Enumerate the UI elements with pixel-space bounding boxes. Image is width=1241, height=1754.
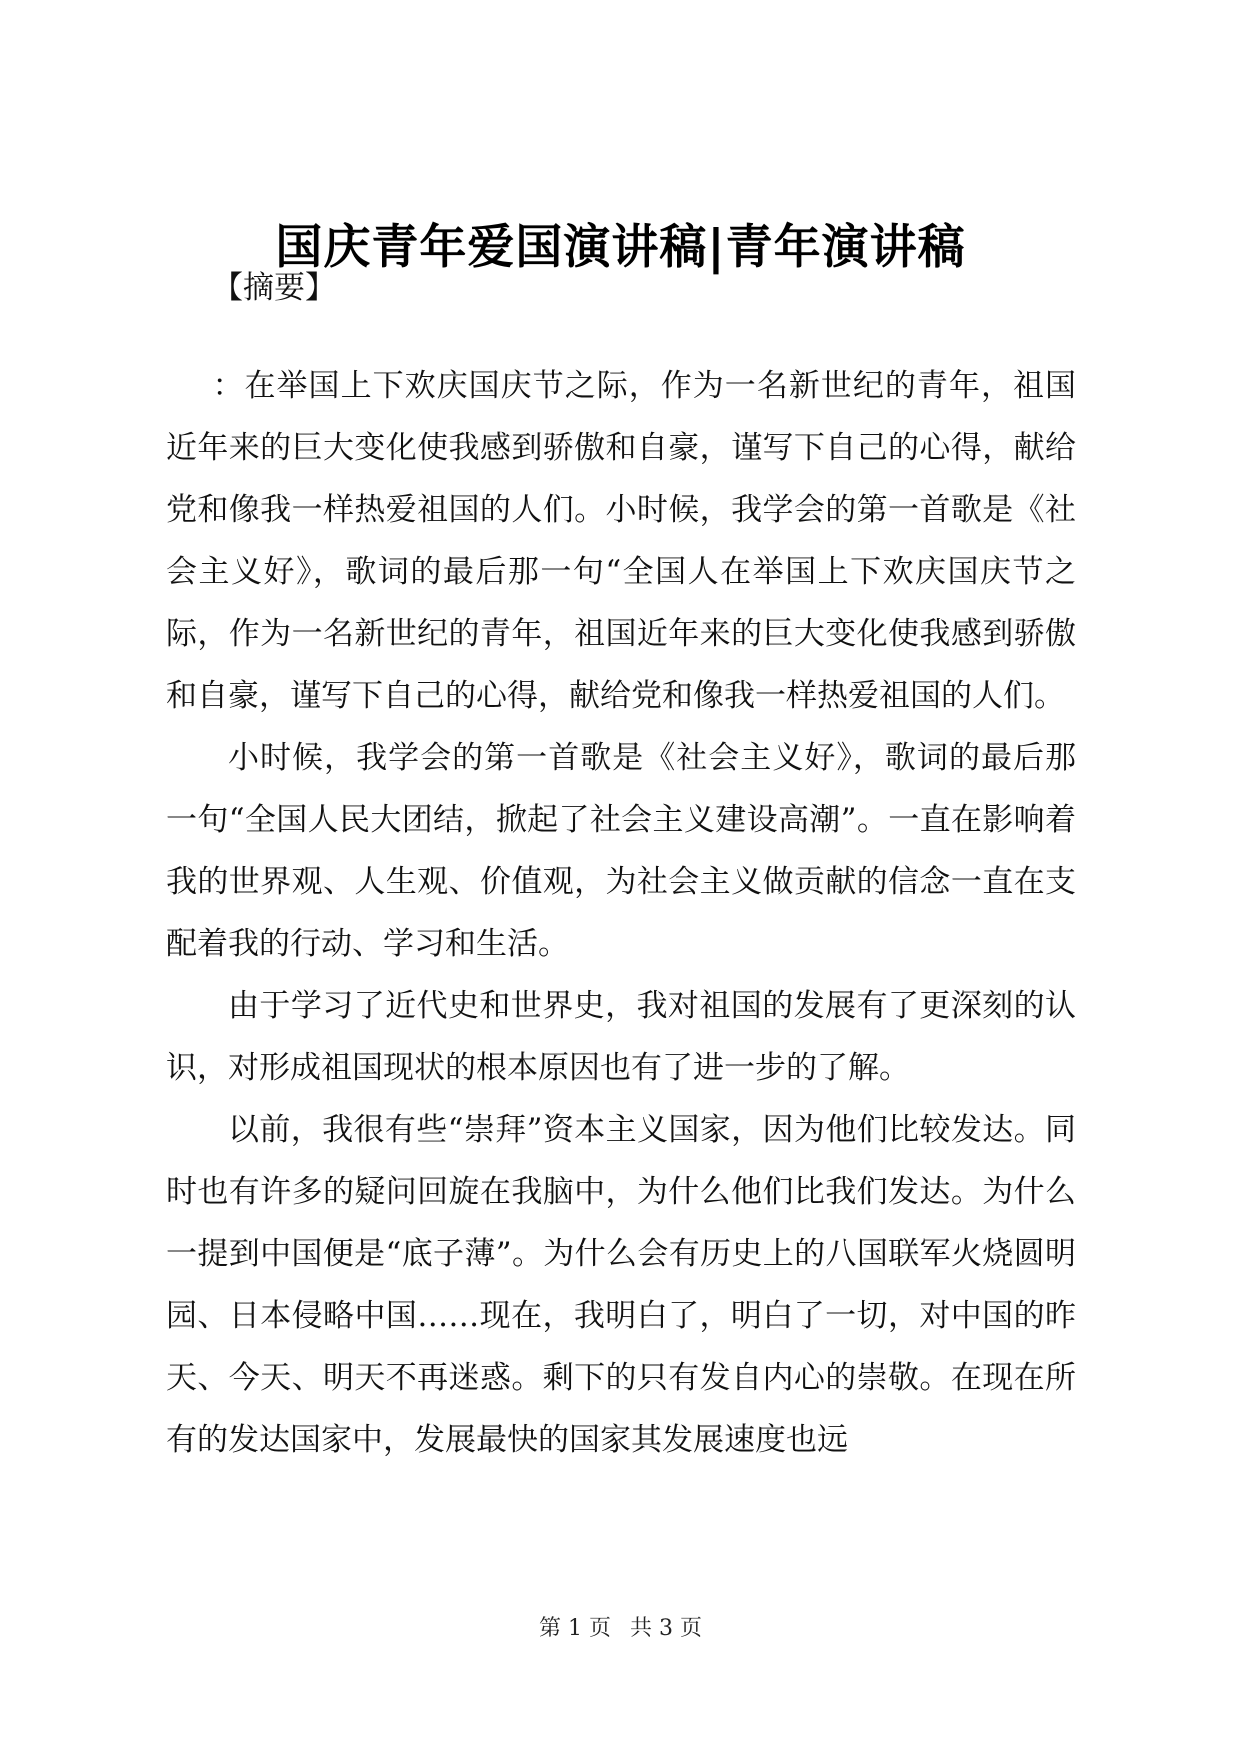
abstract-label: 【摘要】 <box>212 270 336 306</box>
body-paragraph: 以前，我很有些“崇拜”资本主义国家，因为他们比较发达。同时也有许多的疑问回旋在我脑中，为什么他们比我们发达。为什么一提到中国便是“底子薄”。为什么会有历史上的八国联军火烧圆明园、日本侵略中国……现在，我明白了，明白了一切，对中国的昨天、今天、明天不再迷惑。剩下的只有发自内心的崇敬。在现在所有的发达国家中，发展最快的国家其发展速度也远 <box>166 1112 1076 1458</box>
document-body <box>166 355 1076 1471</box>
document-title: 国庆青年爱国演讲稿|青年演讲稿 <box>275 220 966 275</box>
body-paragraph: 小时候，我学会的第一首歌是《社会主义好》，歌词的最后那一句“全国人民大团结，掀起了社会主义建设高潮”。一直在影响着我的世界观、人生观、价值观，为社会主义做贡献的信念一直在支配着我的行动、学习和生活。 <box>166 740 1076 962</box>
page-total: 共 3 页 <box>630 1616 702 1641</box>
page-footer <box>0 1614 1241 1644</box>
body-paragraph: 由于学习了近代史和世界史，我对祖国的发展有了更深刻的认识，对形成祖国现状的根本原因也有了进一步的了解。 <box>166 988 1076 1086</box>
body-paragraph: ：在举国上下欢庆国庆节之际，作为一名新世纪的青年，祖国近年来的巨大变化使我感到骄傲和自豪，谨写下自己的心得，献给党和像我一样热爱祖国的人们。小时候，我学会的第一首歌是《社会主义好》，歌词的最后那一句“全国人在举国上下欢庆国庆节之际，作为一名新世纪的青年，祖国近年来的巨大变化使我感到骄傲和自豪，谨写下自己的心得，献给党和像我一样热爱祖国的人们。 <box>166 368 1076 714</box>
page-number: 第 1 页 <box>539 1616 611 1641</box>
